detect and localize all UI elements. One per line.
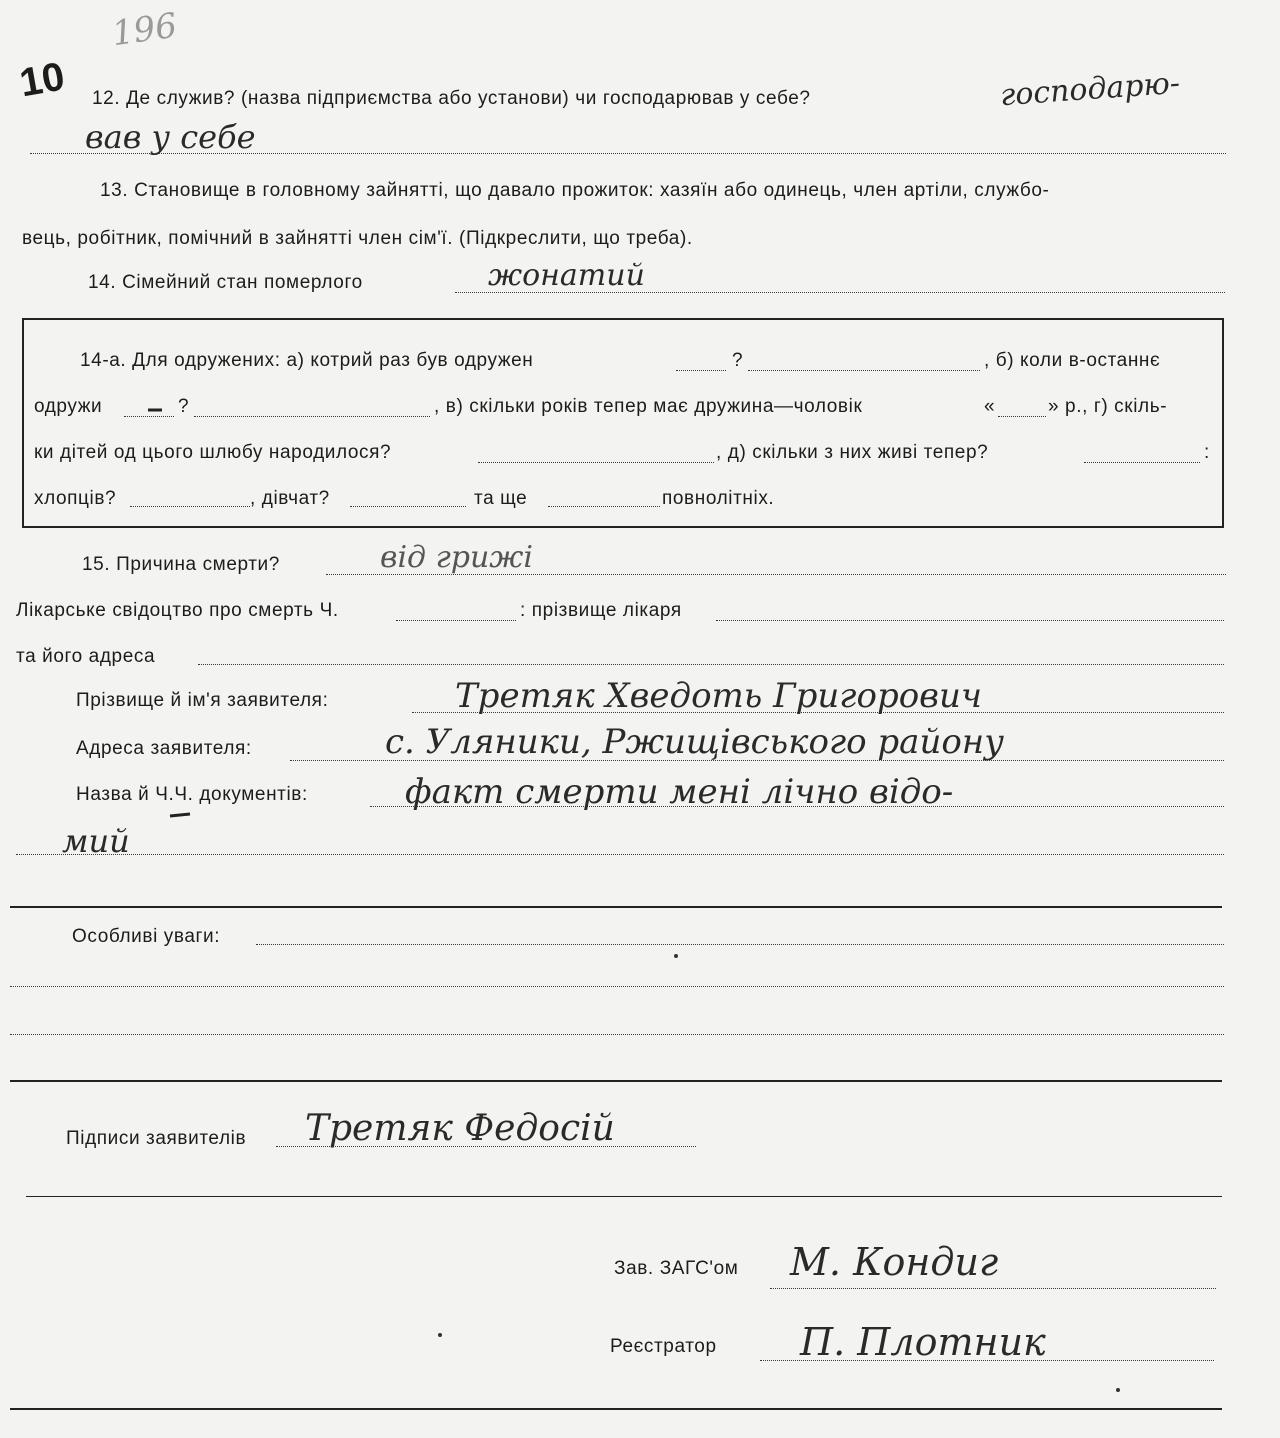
q14a-adult-label: повнолітніх. [662, 488, 775, 509]
q14a-a-label: 14-а. Для одружених: а) котрий раз був одружен [80, 350, 534, 371]
q14a-odruzhy: одружи [34, 396, 103, 417]
corner-number: 10 [16, 54, 68, 106]
archive-number: 196 [109, 5, 180, 55]
head-signature: М. Кондиг [790, 1240, 999, 1284]
q14a-q1: ? [732, 350, 744, 371]
q14a-d-label: ки дітей од цього шлюбу народилося? [34, 442, 392, 463]
q12-answer-line2: вав у себе [85, 118, 256, 156]
applicant-signature: Третяк Федосій [305, 1108, 615, 1149]
speck-2 [438, 1333, 442, 1337]
q14a-c-open: « [984, 396, 996, 417]
q13-line1: 13. Становище в головному зайнятті, що давало прожиток: хазяїн або одинець, член артіли, службо- [100, 180, 1050, 201]
q14a-c-label: , в) скільки років тепер має дружина—чоловік [434, 396, 863, 417]
speck-1 [674, 954, 678, 958]
head-label: Зав. ЗАГС'ом [614, 1258, 739, 1279]
q15-label: 15. Причина смерти? [82, 554, 280, 575]
applicant-docs-value: факт смерти мені лічно відо- [405, 772, 954, 812]
q14a-c-close: » р., г) скіль- [1048, 396, 1168, 417]
medical-cert-label: Лікарське свідоцтво про смерть Ч. [16, 600, 339, 621]
q13-line2: вець, робітник, помічний в зайнятті член сім'ї. (Підкреслити, що треба). [22, 228, 693, 249]
q14a-q2: ? [178, 396, 190, 417]
address-label: та його адреса [16, 646, 156, 667]
notes-label: Особливі уваги: [72, 926, 221, 947]
q15-answer: від грижі [380, 540, 533, 575]
applicant-docs-label: Назва й Ч.Ч. документів: [76, 784, 308, 805]
applicant-name-label: Прізвище й ім'я заявителя: [76, 690, 329, 711]
applicant-name-value: Третяк Хведоть Григорович [455, 676, 983, 716]
applicant-address-label: Адреса заявителя: [76, 738, 252, 759]
doctor-label: : прізвище лікаря [520, 600, 682, 621]
q14a-e-label: , д) скільки з них живі тепер? [716, 442, 989, 463]
applicant-docs-value2: мий [62, 822, 130, 860]
applicant-signature-label: Підписи заявителів [66, 1128, 247, 1149]
q14-answer: жонатий [488, 258, 645, 293]
q12-answer-line1: господарю- [998, 65, 1182, 114]
q12-label: 12. Де служив? (назва підприємства або установи) чи господарював у себе? [92, 88, 811, 109]
q14a-b-label: , б) коли в-останнє [984, 350, 1161, 371]
q14a-boys-label: хлопців? [34, 488, 117, 509]
speck-3 [1116, 1388, 1120, 1392]
q14a-still-label: та ще [474, 488, 528, 509]
registrar-signature: П. Плотник [800, 1320, 1046, 1364]
q14a-girls-label: , дівчат? [250, 488, 330, 509]
q14-label: 14. Сімейний стан померлого [88, 272, 363, 293]
registrar-label: Реєстратор [610, 1336, 717, 1357]
docs-pen-mark [170, 814, 190, 816]
q14a-colon: : [1204, 442, 1210, 463]
applicant-address-value: с. Уляники, Ржищівського району [385, 722, 1004, 762]
